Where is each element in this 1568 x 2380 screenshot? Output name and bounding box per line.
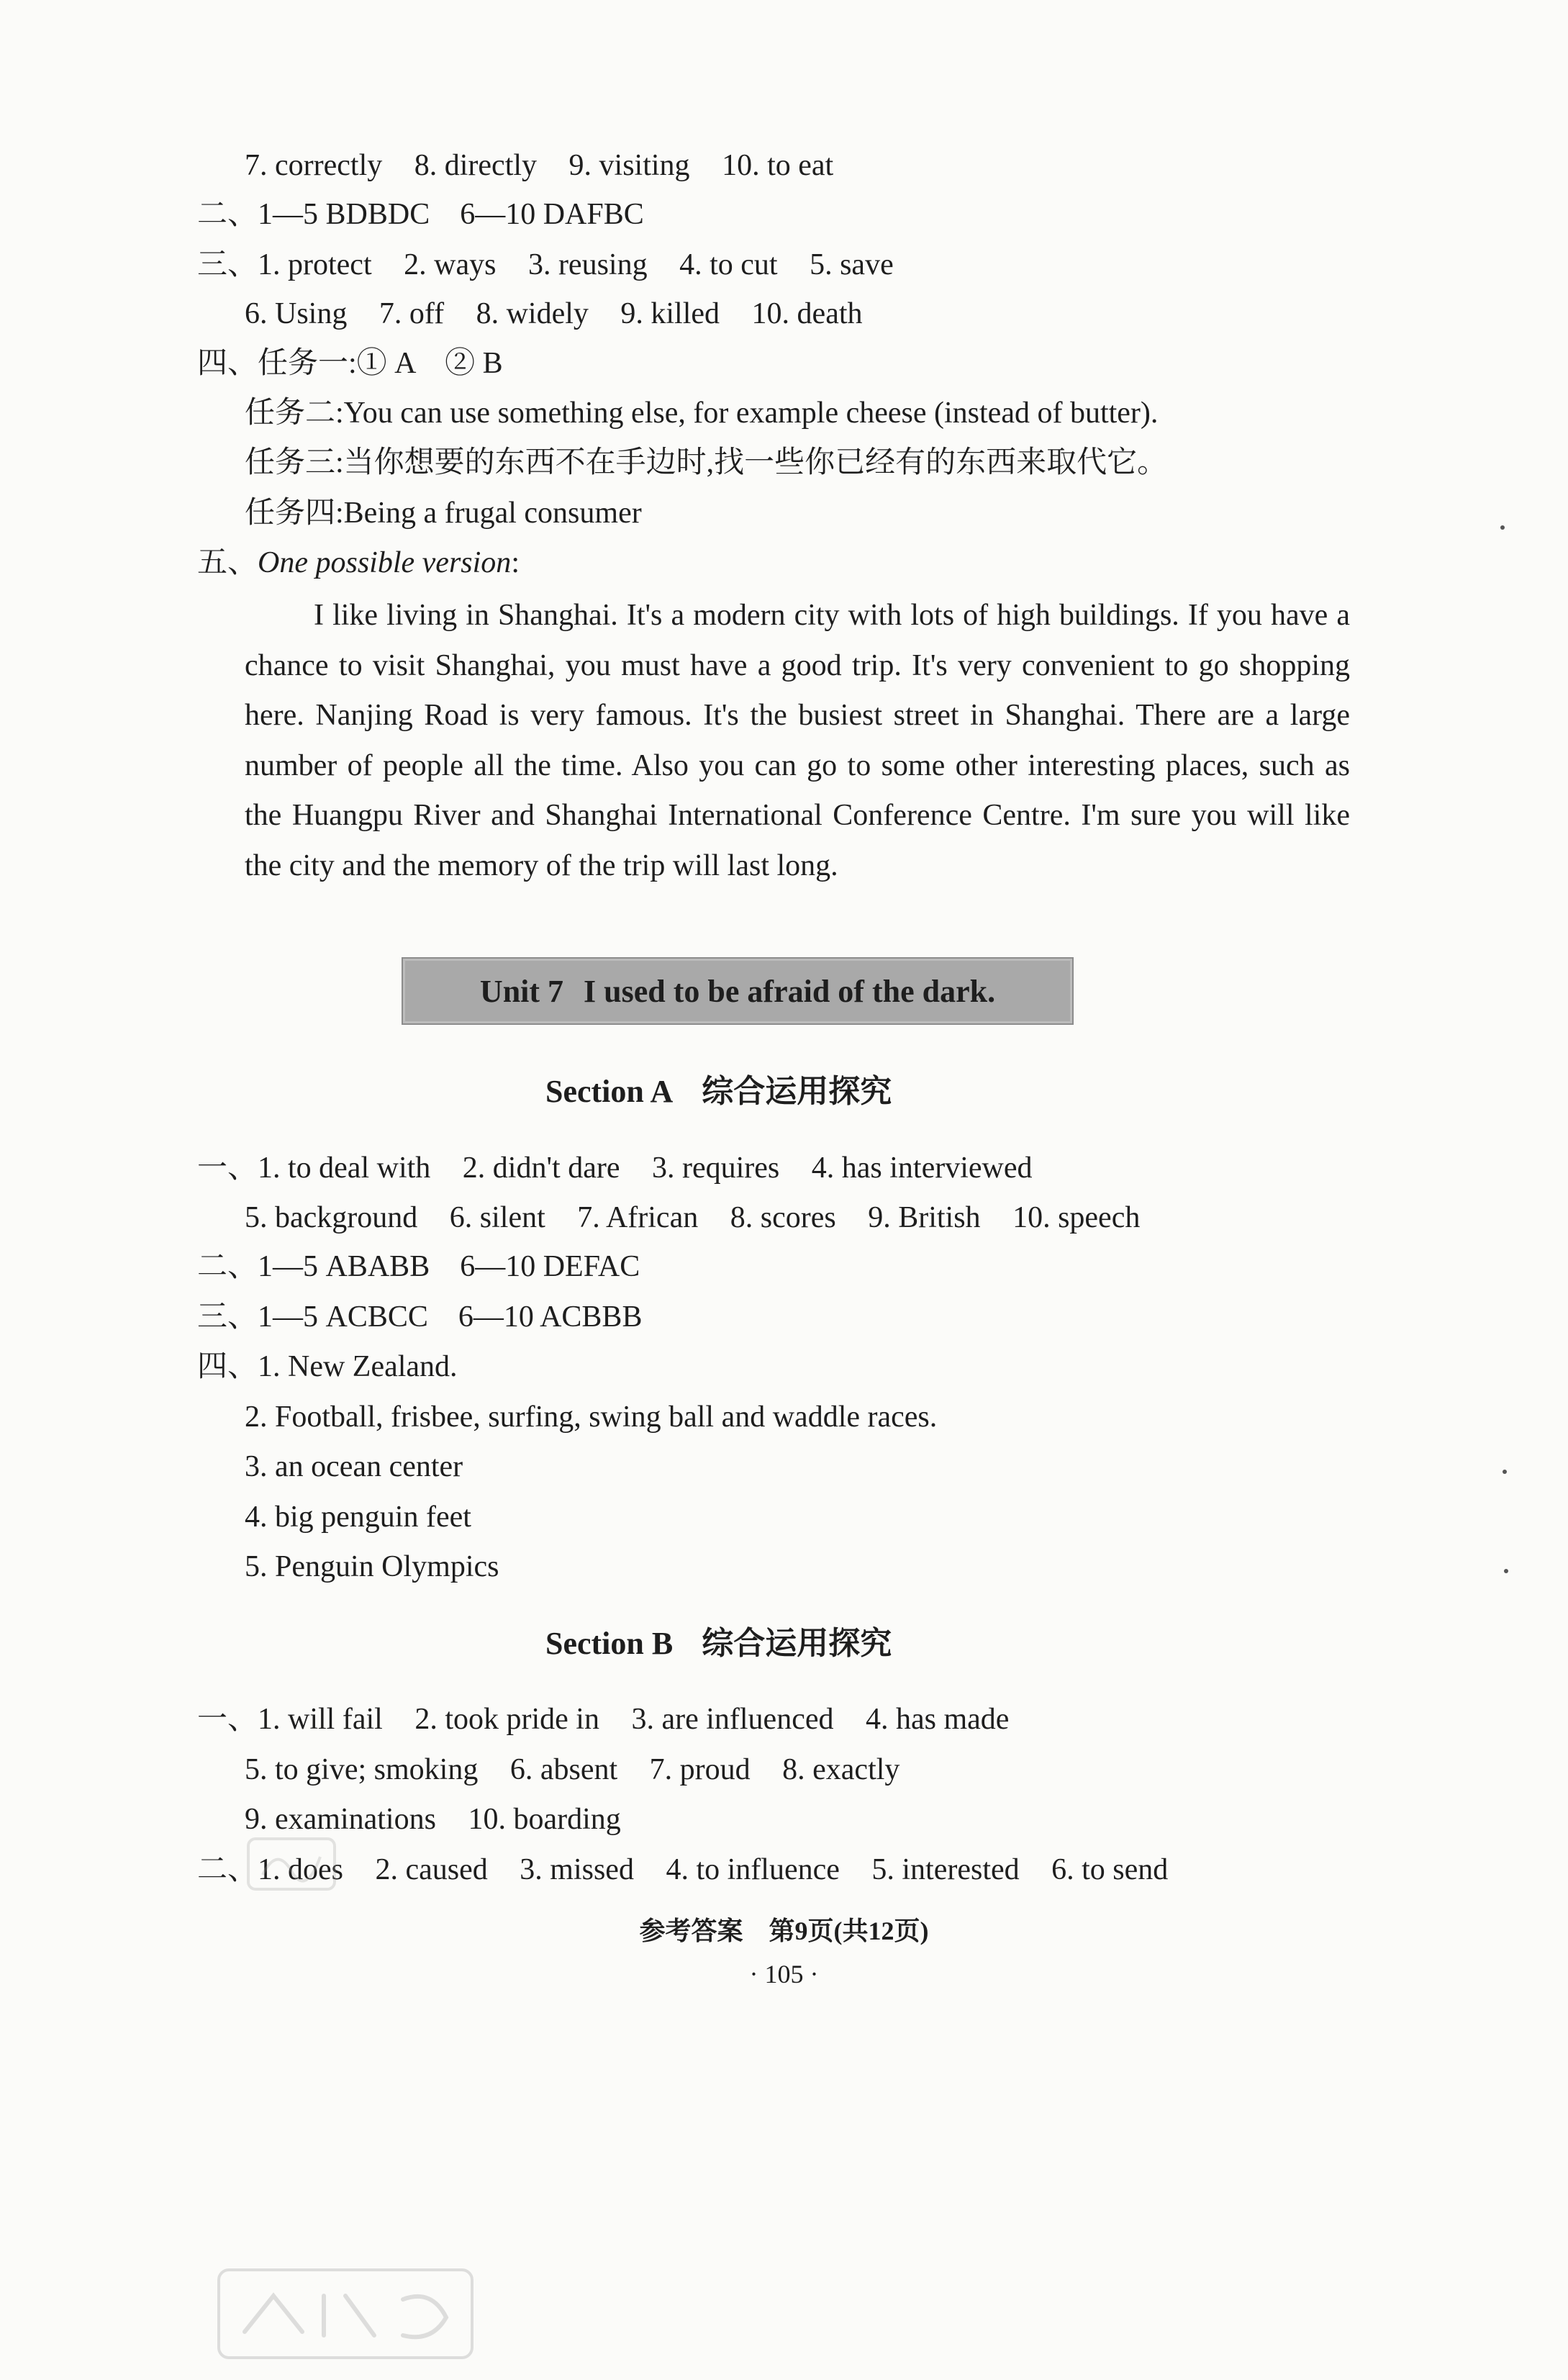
section-a-title: Section A 综合运用探究	[545, 1074, 892, 1109]
answer-line: 4. big penguin feet	[245, 1501, 471, 1534]
answer-line: 9. examinations 10. boarding	[245, 1803, 621, 1836]
answer-line: 一、1. will fail 2. took pride in 3. are influenced 4. has made	[197, 1703, 1010, 1736]
margin-speck	[1504, 1569, 1508, 1573]
answer-line: 一、1. to deal with 2. didn't dare 3. requires 4. has interviewed	[197, 1151, 1033, 1185]
page-number: · 105 ·	[749, 1960, 819, 1988]
answer-line: 二、1—5 BDBDC 6—10 DAFBC	[197, 198, 644, 231]
section-b-title: Section B 综合运用探究	[545, 1626, 892, 1661]
answer-line: 四、1. New Zealand.	[197, 1350, 458, 1383]
margin-speck	[1503, 1470, 1507, 1474]
unit-banner: Unit 7 I used to be afraid of the dark.	[402, 957, 1074, 1025]
watermark-logo-icon	[245, 1832, 338, 1896]
answer-line: 5. background 6. silent 7. African 8. scores 9. British 10. speech	[245, 1201, 1141, 1234]
answer-line: 任务二:You can use something else, for example cheese (instead of butter).	[245, 397, 1159, 430]
answer-line: 3. an ocean center	[245, 1450, 463, 1483]
answer-line: 四、任务一:① A ② B	[197, 347, 503, 380]
margin-speck	[1500, 525, 1505, 530]
answer-line: 二、1. does 2. caused 3. missed 4. to influence 5. interested 6. to send	[197, 1853, 1169, 1886]
answer-line: 6. Using 7. off 8. widely 9. killed 10. death	[245, 297, 863, 330]
answer-line: 2. Football, frisbee, surfing, swing ball and waddle races.	[245, 1401, 938, 1434]
answer-line: 5. Penguin Olympics	[245, 1550, 499, 1583]
watermark-stamp-icon	[216, 2267, 475, 2361]
answer-line: 任务三:当你想要的东西不在手边时,找一些你已经有的东西来取代它。	[245, 446, 1168, 479]
essay-paragraph: I like living in Shanghai. It's a modern city with lots of high buildings. If you have a chance to visit Shanghai, you must have a good trip. It's very convenient to go shopping here. Nanjing Road is very famous. It's the busiest street in Shanghai. There are a large number of people all the time. Also you can go to some other interesting places, such as the Huangpu River and Shanghai International Conference Centre. I'm sure you will like the city and the memory of the trip will last long.	[245, 599, 1350, 882]
answer-line: 二、1—5 ABABB 6—10 DEFAC	[197, 1250, 640, 1283]
answer-line: 任务四:Being a frugal consumer	[245, 497, 642, 530]
answer-line: 三、1. protect 2. ways 3. reusing 4. to cut 5. save	[197, 248, 894, 281]
answer-line: 五、One possible version:	[197, 546, 520, 579]
page-footer-label: 参考答案 第9页(共12页)	[639, 1917, 929, 1945]
answer-line: 5. to give; smoking 6. absent 7. proud 8. exactly	[245, 1753, 900, 1786]
answer-line: 7. correctly 8. directly 9. visiting 10. to eat	[245, 149, 834, 182]
answer-line: 三、1—5 ACBCC 6—10 ACBBB	[197, 1300, 643, 1334]
